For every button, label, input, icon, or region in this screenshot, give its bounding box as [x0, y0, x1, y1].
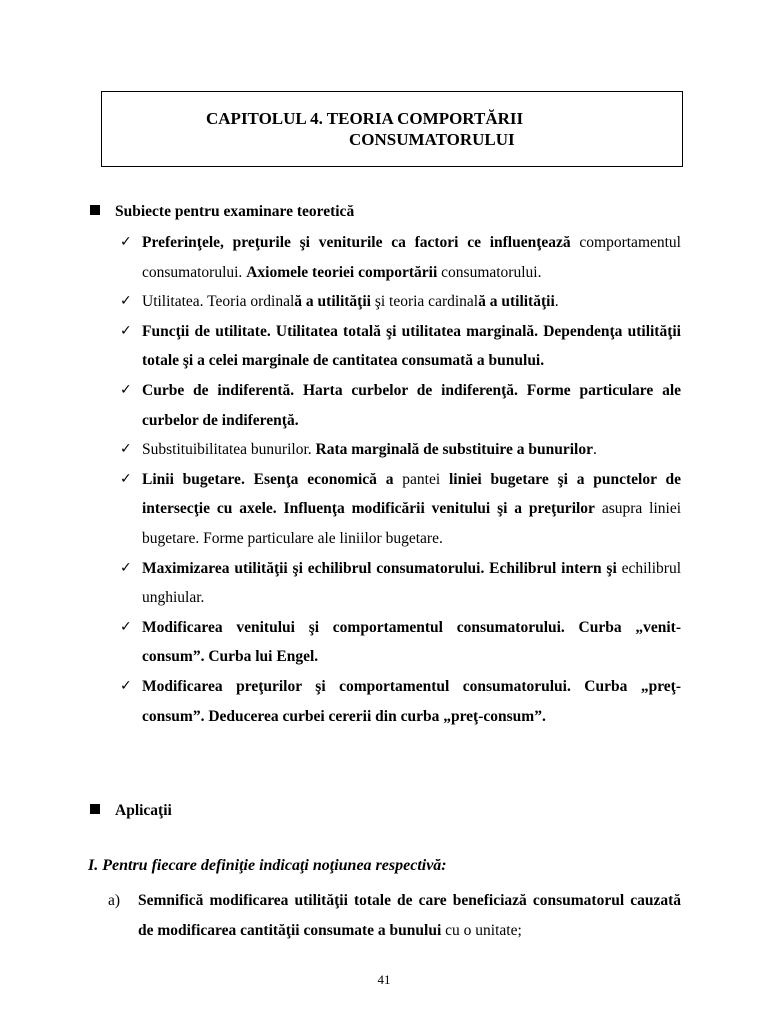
text-segment: Utilitatea. Teoria ordinal	[142, 293, 295, 311]
bold-text-segment: Linii bugetare. Esenţa economică a	[142, 470, 403, 488]
checkmark-icon: ✓	[120, 618, 132, 635]
page-number: 41	[377, 972, 391, 987]
theory-topic-item	[120, 672, 681, 731]
text-segment: .	[554, 293, 559, 311]
theory-topic-item	[120, 376, 681, 435]
bold-text-segment: Modificarea venitului şi comportamentul consumatorului. Curba „venit-consum”. Curba lui Engel.	[142, 618, 681, 666]
theory-topic-item	[120, 435, 681, 465]
checkmark-icon: ✓	[120, 322, 132, 339]
definition-marker: a)	[108, 892, 121, 909]
checkmark-icon: ✓	[120, 381, 132, 398]
section-heading-theory-text: Subiecte pentru examinare teoretică	[115, 203, 355, 220]
chapter-title-line-2: CONSUMATORULUI	[349, 130, 515, 149]
section-heading-applications	[90, 802, 172, 820]
definition-item	[108, 886, 681, 945]
bold-text-segment: Curbe de indiferentă. Harta curbelor de indiferenţă. Forme particulare ale curbelor de indiferenţă.	[142, 381, 681, 429]
section-heading-theory	[90, 203, 354, 221]
theory-topic-item	[120, 465, 681, 554]
text-segment: şi teoria cardinal	[370, 293, 479, 311]
bold-text-segment: ă a utilităţii	[478, 293, 555, 311]
checkmark-icon: ✓	[120, 470, 132, 487]
theory-topic-item	[120, 613, 681, 672]
bold-text-segment: Maximizarea utilităţii şi echilibrul consumatorului. Echilibrul intern şi	[142, 559, 617, 577]
bold-text-segment: Rata marginală de substituire a bunurilor	[315, 441, 593, 459]
chapter-title-line-1: CAPITOLUL 4. TEORIA COMPORTĂRII	[206, 109, 524, 128]
square-bullet-icon	[90, 205, 100, 215]
definitions-list	[108, 886, 681, 945]
checkmark-icon: ✓	[120, 441, 132, 458]
theory-topic-item	[120, 317, 681, 376]
theory-topic-item	[120, 228, 681, 287]
text-segment: Substituibilitatea bunurilor.	[142, 441, 316, 459]
text-segment: asupra liniei bugetare. Forme particulare ale liniilor bugetare.	[142, 500, 681, 547]
section-heading-applications-text: Aplicaţii	[115, 802, 172, 819]
text-segment: echilibrul unghiular.	[142, 559, 681, 607]
checkmark-icon: ✓	[120, 234, 132, 250]
text-segment: pantei	[402, 470, 449, 488]
text-segment: consumatorului.	[437, 263, 542, 281]
checkmark-icon: ✓	[120, 677, 132, 694]
text-segment: comportamentul consumatorului.	[142, 234, 681, 281]
text-segment: .	[592, 441, 597, 459]
text-segment: cu o unitate;	[441, 921, 522, 939]
bold-text-segment: Funcţii de utilitate. Utilitatea totală şi utilitatea marginală. Dependenţa utilităţii totale şi a celei marginale de cantitatea consumată a bunului.	[142, 322, 681, 370]
bold-text-segment: Semnifică modificarea utilităţii totale de care beneficiază consumatorul cauzată de modificarea cantităţii consumate a bunului	[138, 892, 681, 939]
checkmark-icon: ✓	[120, 293, 132, 310]
bold-text-segment: Preferinţele, preţurile şi veniturile ca factori ce influenţează	[142, 234, 571, 251]
checkmark-icon: ✓	[120, 559, 132, 576]
bold-text-segment: ă a utilităţii	[294, 293, 371, 311]
chapter-title-box	[101, 91, 683, 167]
theory-topics-list	[120, 228, 681, 731]
theory-topic-item	[120, 287, 681, 317]
bold-text-segment: Axiomele teoriei comportării	[246, 263, 438, 281]
subsection-heading-definitions: I. Pentru fiecare definiţie indicaţi noţiunea respectivă:	[88, 857, 447, 874]
theory-topic-item	[120, 554, 681, 613]
bold-text-segment: Modificarea preţurilor şi comportamentul consumatorului. Curba „preţ-consum”. Deducerea curbei cererii din curba „preţ-consum”.	[142, 677, 681, 725]
square-bullet-icon	[90, 804, 100, 814]
bold-text-segment: liniei bugetare şi a punctelor de intersecţie cu axele. Influenţa modificării venitului şi a preţurilor	[142, 470, 682, 518]
